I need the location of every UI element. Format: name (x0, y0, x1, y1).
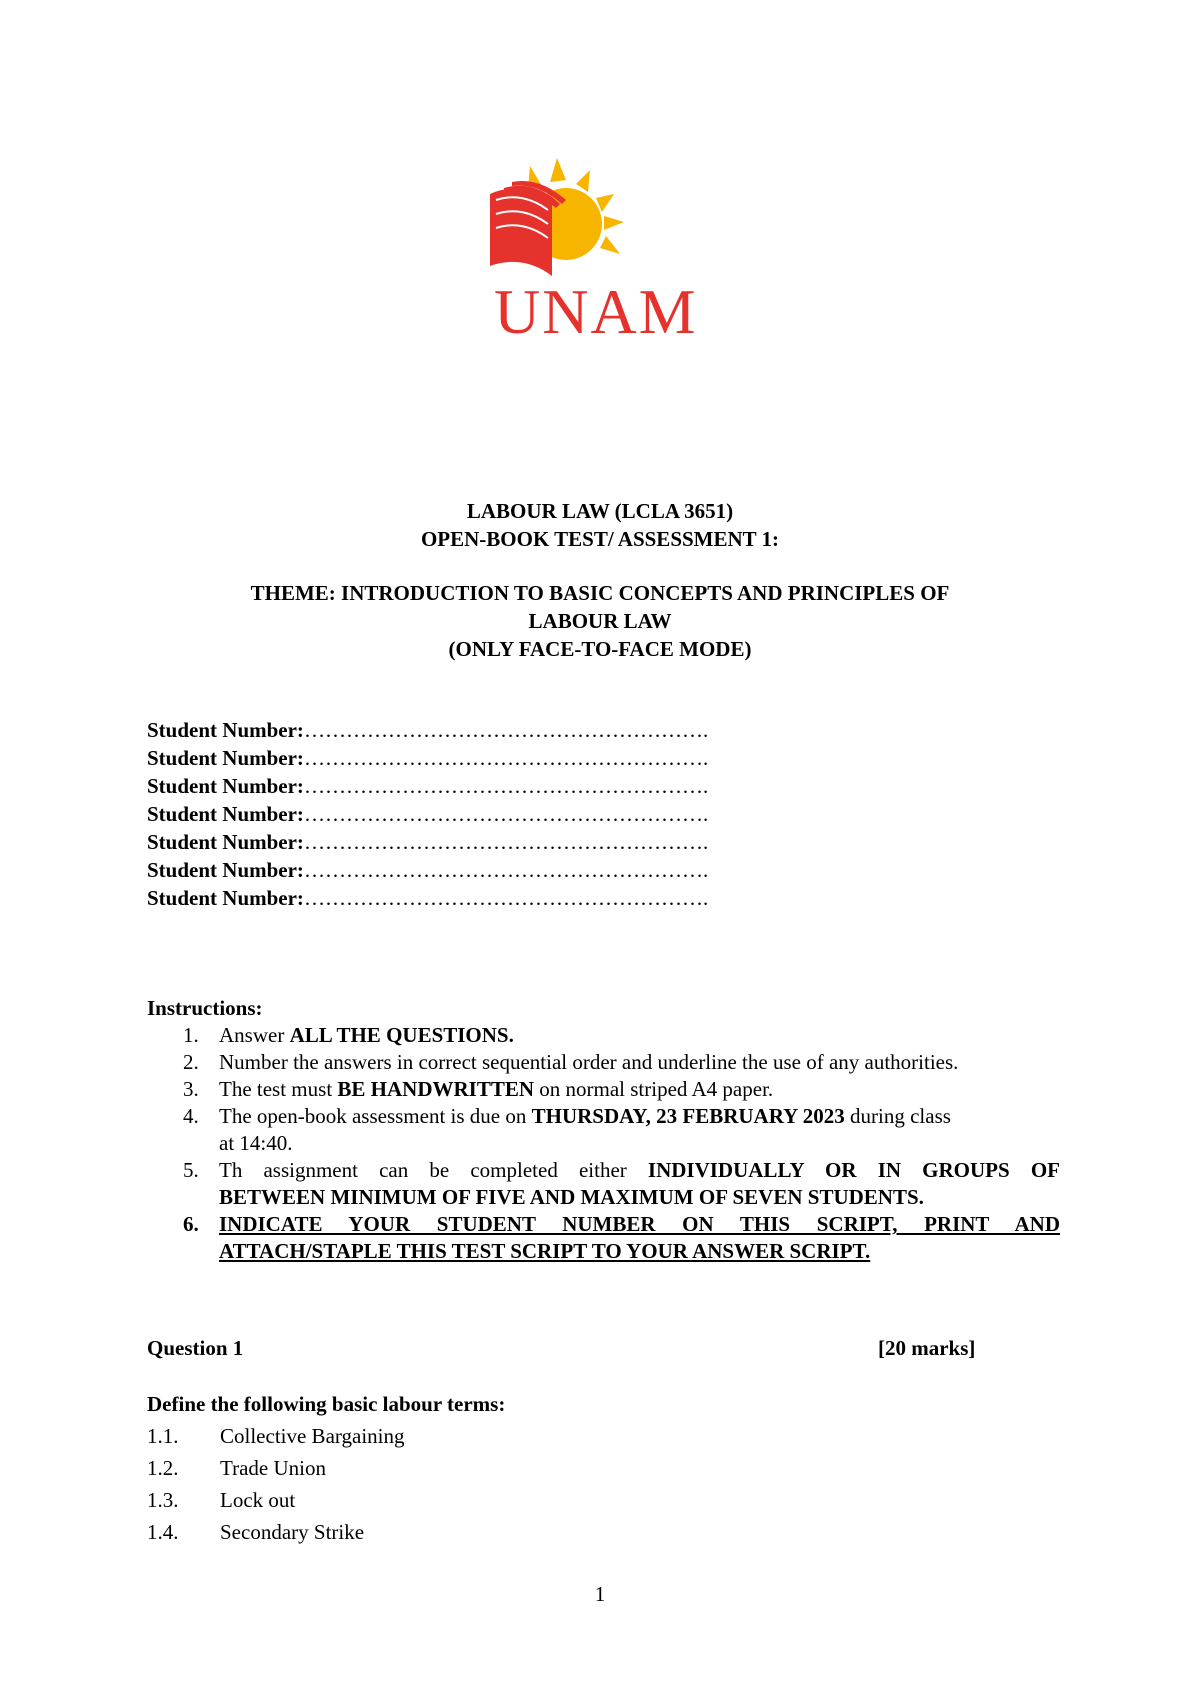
term-item: 1.4. Secondary Strike (147, 1520, 365, 1544)
student-number-line[interactable]: Student Number:…………………………………………………. (147, 830, 709, 854)
assessment-title: OPEN-BOOK TEST/ ASSESSMENT 1: (420, 527, 780, 551)
instruction-item: 1. Answer ALL THE QUESTIONS. (183, 1023, 514, 1047)
logo-wordmark: UNAM (494, 276, 698, 347)
instruction-item: 4. The open-book assessment is due on THURSDAY, 23 FEBRUARY 2023 during class at 14:40. (183, 1104, 951, 1155)
theme-line-2: LABOUR LAW (528, 609, 672, 633)
student-number-line[interactable]: Student Number:…………………………………………………. (147, 858, 709, 882)
student-number-line[interactable]: Student Number:…………………………………………………. (147, 746, 709, 770)
student-number-line[interactable]: Student Number:…………………………………………………. (147, 886, 709, 910)
instruction-item: 5. Th assignment can be completed either INDIVIDUALLY OR IN GROUPS OF BETWEEN MINIMUM OF FIVE AND MAXIMUM OF SEVEN STUDENTS. (183, 1158, 1060, 1209)
unam-logo (482, 158, 722, 378)
student-number-block (147, 716, 708, 912)
instruction-item: 6. INDICATE YOUR STUDENT NUMBER ON THIS SCRIPT, PRINT AND ATTACH/STAPLE THIS TEST SCRIPT TO YOUR ANSWER SCRIPT. (183, 1212, 1060, 1263)
question-1-title: Question 1 (147, 1336, 244, 1360)
mode-note: (ONLY FACE-TO-FACE MODE) (448, 637, 752, 661)
instruction-item: 3. The test must BE HANDWRITTEN on normal striped A4 paper. (183, 1077, 774, 1101)
page-number: 1 (594, 1582, 606, 1606)
student-number-line[interactable]: Student Number:…………………………………………………. (147, 802, 709, 826)
book-sun-icon (482, 158, 722, 278)
student-number-line[interactable]: Student Number:…………………………………………………. (147, 718, 709, 742)
instruction-item: 2. Number the answers in correct sequential order and underline the use of any authorities. (183, 1050, 959, 1074)
question-1-intro: Define the following basic labour terms: (147, 1392, 506, 1416)
theme-line-1: THEME: INTRODUCTION TO BASIC CONCEPTS AND PRINCIPLES OF (250, 581, 950, 605)
question-1-marks: [20 marks] (878, 1336, 976, 1360)
course-title: LABOUR LAW (LCLA 3651) (466, 499, 734, 523)
instructions-list (147, 1022, 1060, 1265)
terms-list (147, 1420, 405, 1548)
term-item: 1.3. Lock out (147, 1488, 296, 1512)
term-item: 1.2. Trade Union (147, 1456, 326, 1480)
student-number-line[interactable]: Student Number:…………………………………………………. (147, 774, 709, 798)
instructions-title: Instructions: (147, 996, 263, 1020)
term-item: 1.1. Collective Bargaining (147, 1424, 405, 1448)
